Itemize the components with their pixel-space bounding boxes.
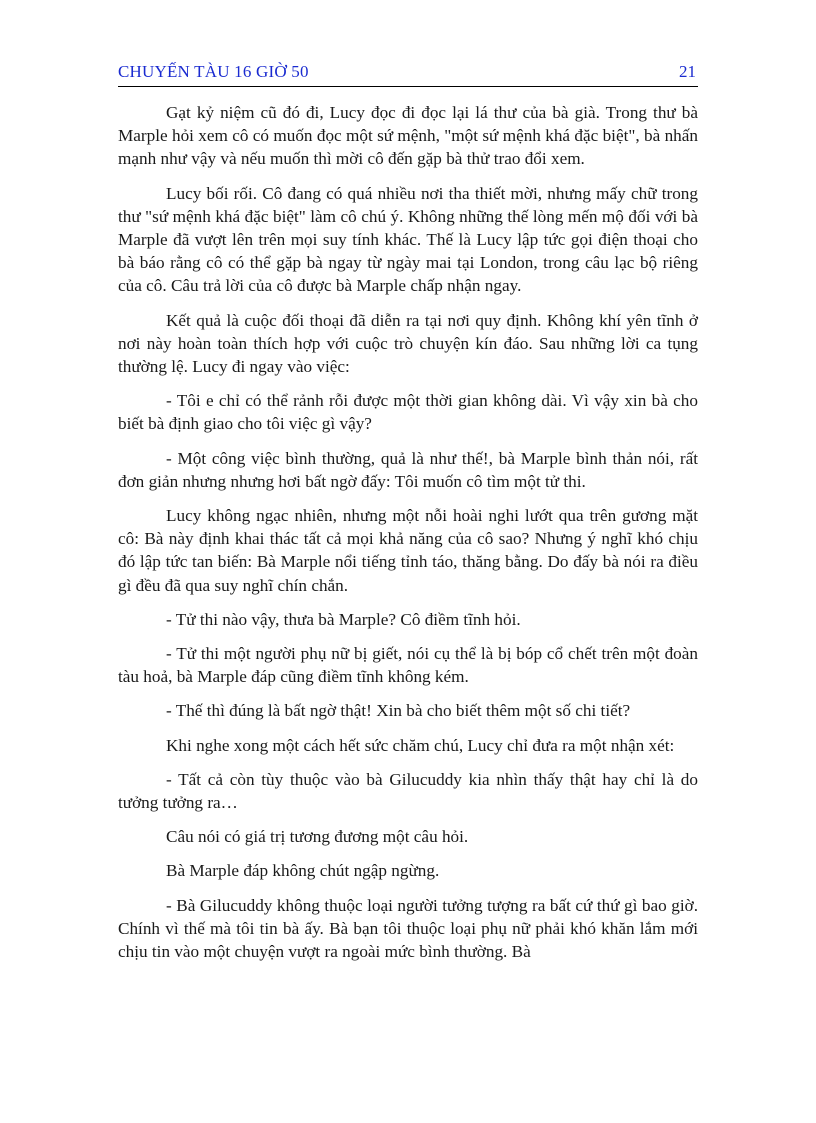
paragraph: Kết quả là cuộc đối thoại đã diễn ra tại nơi quy định. Không khí yên tĩnh ở nơi này hoàn toàn thích hợp với cuộc trò chuyện kín đáo. Sau những lời ca tụng thường lệ. Lucy đi ngay vào việc:	[118, 310, 698, 377]
paragraph: - Tôi e chỉ có thể rảnh rỗi được một thời gian không dài. Vì vậy xin bà cho biết bà định giao cho tôi việc gì vậy?	[118, 391, 698, 434]
book-title: CHUYẾN TÀU 16 GIỜ 50	[118, 62, 309, 81]
paragraph: Câu nói có giá trị tương đương một câu hỏi.	[166, 827, 469, 847]
paragraph: - Tử thi một người phụ nữ bị giết, nói cụ thể là bị bóp cổ chết trên một đoàn tàu hoả, bà Marple đáp cũng điềm tĩnh không kém.	[118, 644, 698, 687]
paragraph: Lucy bối rối. Cô đang có quá nhiều nơi tha thiết mời, nhưng mấy chữ trong thư "sứ mệnh khá đặc biệt" làm cô chú ý. Không những thế lòng mến mộ đối với bà Marple đã vượt lên trên mọi suy tính khác. Thế là Lucy lập tức gọi điện thoại cho bà báo rằng cô có thể gặp bà ngay từ ngày mai tại London, trong câu lạc bộ riêng của cô. Câu trả lời của cô được bà Marple chấp nhận ngay.	[118, 183, 698, 296]
paragraph: - Một công việc bình thường, quả là như thế!, bà Marple bình thản nói, rất đơn giản nhưng nhưng hơi bất ngờ đấy: Tôi muốn cô tìm một tử thi.	[118, 448, 698, 491]
page-header	[118, 60, 698, 87]
paragraph: - Bà Gilucuddy không thuộc loại người tưởng tượng ra bất cứ thứ gì bao giờ. Chính vì thế mà tôi tin bà ấy. Bà bạn tôi thuộc loại phụ nữ phải khó khăn lắm mới chịu tin vào một chuyện vượt ra ngoài mức bình thường. Bà	[118, 895, 698, 962]
page-body	[118, 101, 698, 974]
paragraph: Khi nghe xong một cách hết sức chăm chú, Lucy chỉ đưa ra một nhận xét:	[166, 735, 675, 755]
paragraph: - Thế thì đúng là bất ngờ thật! Xin bà cho biết thêm một số chi tiết?	[166, 701, 631, 721]
paragraph: - Tất cả còn tùy thuộc vào bà Gilucuddy kia nhìn thấy thật hay chỉ là do tưởng tưởng ra…	[118, 769, 698, 813]
paragraph: Gạt kỷ niệm cũ đó đi, Lucy đọc đi đọc lại lá thư của bà già. Trong thư bà Marple hỏi xem cô có muốn đọc một sứ mệnh, "một sứ mệnh khá đặc biệt", bà nhấn mạnh như vậy và nếu muốn thì mời cô đến gặp bà thử trao đổi xem.	[118, 103, 698, 169]
paragraph: Lucy không ngạc nhiên, nhưng một nỗi hoài nghi lướt qua trên gương mặt cô: Bà này định khai thác tất cả mọi khả năng của cô sao? Nhưng ý nghĩ khó chịu đó lập tức tan biến: Bà Marple nổi tiếng tỉnh táo, thăng bằng. Do đấy bà nói ra điều gì đều đã qua suy nghĩ chín chắn.	[118, 506, 698, 595]
page-number: 21	[679, 62, 696, 81]
paragraph: - Tử thi nào vậy, thưa bà Marple? Cô điềm tĩnh hỏi.	[166, 609, 521, 629]
paragraph: Bà Marple đáp không chút ngập ngừng.	[166, 861, 440, 881]
